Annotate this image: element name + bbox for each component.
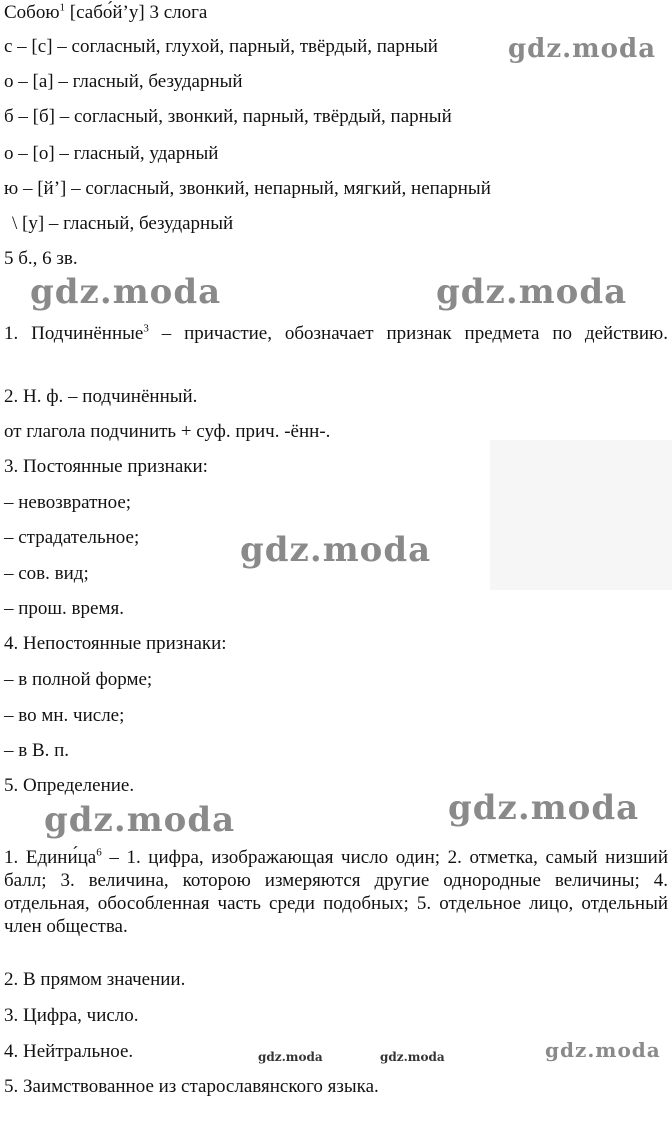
phonetic-line: ю – [й’] – согласный, звонкий, непарный, мягкий, непарный: [4, 178, 491, 199]
watermark: gdz.moda: [44, 800, 236, 840]
morph-paragraph-1: 1. Подчинённые$^3$ – причастие, обозначает признак предмета по действию.: [4, 322, 668, 344]
phonetic-line: о – [о] – гласный, ударный: [4, 143, 219, 164]
morph-line: – в В. п.: [4, 740, 70, 761]
lexic-line: 3. Цифра, число.: [4, 1005, 139, 1026]
phonetic-summary: 5 б., 6 зв.: [4, 248, 78, 269]
watermark-small: gdz.moda: [258, 1050, 323, 1064]
watermark: gdz.moda: [545, 1038, 661, 1062]
watermark: gdz.moda: [448, 788, 640, 828]
lexic-line: 2. В прямом значении.: [4, 969, 186, 990]
watermark: gdz.moda: [436, 272, 628, 312]
morph-line: от глагола подчинить + суф. прич. -ённ-.: [4, 421, 331, 442]
phonetic-line: о – [а] – гласный, безударный: [4, 71, 243, 92]
morph-line: – невозвратное;: [4, 492, 132, 513]
morph-line: – в полной форме;: [4, 669, 153, 690]
lexic-paragraph-1: 1. $Едини́ца^6 - 1$. цифра, изображающая число один; 2. отметка, самый низший балл; 3. величина, которою измеряются другие однородные величины; 4. отдельная, обособленная часть среди подобных; 5. отдельное лицо, отдельный член общества.: [4, 846, 668, 937]
morph-line: – во мн. числе;: [4, 705, 125, 726]
morph-line: 4. Непостоянные признаки:: [4, 633, 227, 654]
watermark: gdz.moda: [508, 34, 657, 64]
morph-line: 5. Определение.: [4, 775, 135, 796]
phonetic-line: б – [б] – согласный, звонкий, парный, твёрдый, парный: [4, 106, 452, 127]
morph-line: – страдательное;: [4, 527, 140, 548]
morph-line: 3. Постоянные признаки:: [4, 456, 208, 477]
watermark-small: gdz.moda: [380, 1050, 445, 1064]
phonetic-line: с – [с] – согласный, глухой, парный, твёрдый, парный: [4, 36, 438, 57]
watermark: gdz.moda: [240, 530, 432, 570]
scan-shadow: [490, 440, 672, 590]
phonetic-header: Собою$^1$ [сабо́й’у] 3 слога: [4, 1, 208, 23]
phonetic-line: \ [у] – гласный, безударный: [12, 213, 234, 234]
watermark: gdz.moda: [30, 272, 222, 312]
morph-line: – прош. время.: [4, 598, 124, 619]
morph-line: 2. Н. ф. – подчинённый.: [4, 386, 198, 407]
morph-line: – сов. вид;: [4, 563, 89, 584]
lexic-line: 4. Нейтральное.: [4, 1041, 134, 1062]
lexic-line: 5. Заимствованное из старославянского языка.: [4, 1076, 379, 1097]
